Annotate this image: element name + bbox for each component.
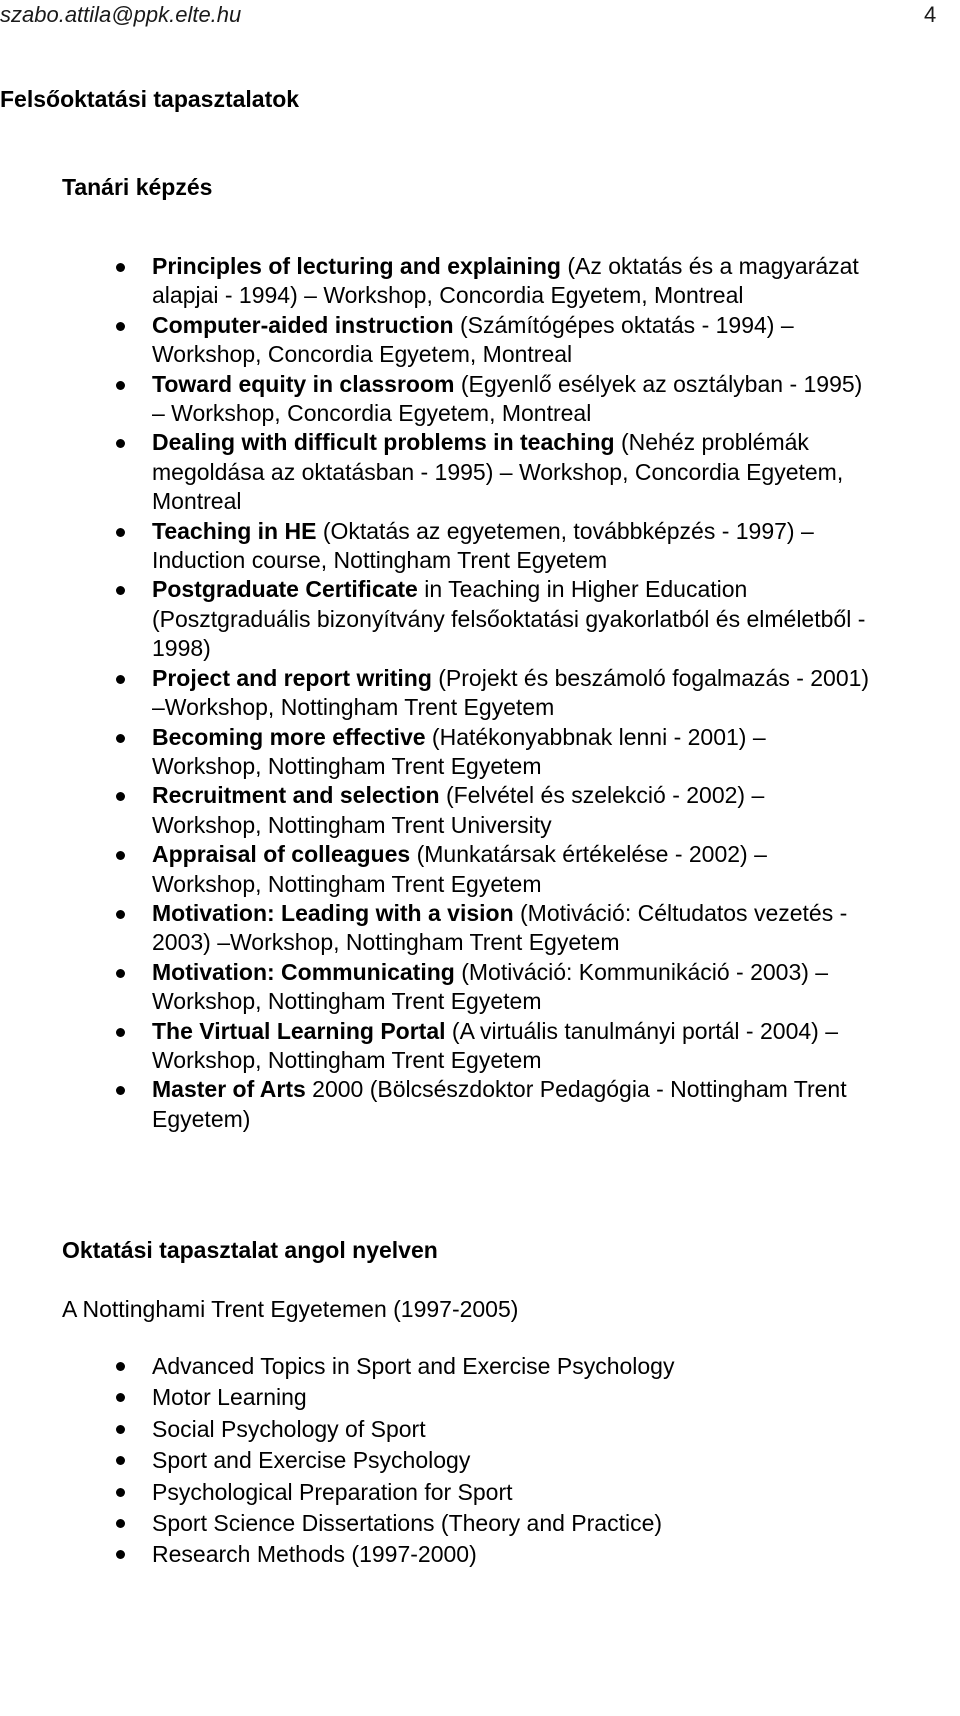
item-detail: (A virtuális tanulmányi portál - 2004) –Workshop, Nottingham Trent Egyetem (152, 1017, 838, 1073)
list-item (0, 664, 880, 723)
item-detail: (Hatékonyabbnak lenni - 2001) – Workshop, Nottingham Trent Egyetem (152, 723, 766, 779)
list-item (0, 1382, 880, 1413)
bullet-icon (116, 1425, 125, 1434)
item-detail: in Teaching in Higher Education (Posztgraduális bizonyítvány felsőoktatási gyakorlatból és elméletből - 1998) (152, 576, 866, 662)
bullet-icon (116, 1086, 125, 1095)
list-item (0, 723, 880, 782)
item-title: Principles of lecturing and explaining (152, 253, 561, 279)
bullet-icon (116, 1393, 125, 1402)
item-title: Postgraduate Certificate (152, 576, 418, 603)
training-list (0, 252, 880, 1134)
list-item (0, 311, 880, 370)
list-item (0, 1017, 880, 1076)
english-teaching-title: Oktatási tapasztalat angol nyelven (62, 1237, 438, 1263)
bullet-icon (116, 910, 125, 919)
bullet-icon (116, 1028, 125, 1037)
item-title: Recruitment and selection (152, 782, 440, 809)
list-item (0, 1477, 880, 1508)
item-detail: (Motiváció: Céltudatos vezetés - 2003) –Workshop, Nottingham Trent Egyetem (152, 899, 848, 956)
bullet-icon (116, 263, 125, 272)
bullet-icon (116, 528, 125, 537)
page-number: 4 (924, 2, 937, 27)
item-detail: (Oktatás az egyetemen, továbbképzés - 1997) – Induction course, Nottingham Trent Egyetem (152, 517, 814, 574)
course-name: Research Methods (1997-2000) (152, 1541, 477, 1568)
item-title: Master of Arts (152, 1076, 306, 1103)
item-detail: (Egyenlő esélyek az osztályban - 1995) – Workshop, Concordia Egyetem, Montreal (152, 370, 863, 427)
bullet-icon (116, 1519, 125, 1528)
item-detail: (Projekt és beszámoló fogalmazás - 2001) –Workshop, Nottingham Trent Egyetem (152, 664, 870, 721)
list-item (0, 1445, 880, 1476)
item-title: Motivation: Leading with a vision (152, 899, 514, 926)
bullet-icon (116, 1550, 125, 1559)
item-detail: (Felvétel és szelekció - 2002) – Workshop, Nottingham Trent University (152, 782, 765, 838)
header-email: szabo.attila@ppk.elte.hu (0, 2, 242, 27)
item-title: Toward equity in classroom (152, 370, 455, 397)
bullet-icon (116, 586, 125, 595)
section-title: Felsőoktatási tapasztalatok (0, 86, 300, 112)
list-item (0, 1539, 880, 1570)
bullet-icon (116, 675, 125, 684)
bullet-icon (116, 792, 125, 801)
item-title: Teaching in HE (152, 517, 317, 544)
bullet-icon (116, 734, 125, 743)
item-title: Dealing with difficult problems in teaching (152, 429, 615, 456)
item-detail: (Az oktatás és a magyarázat alapjai - 1994) – Workshop, Concordia Egyetem, Montreal (152, 253, 859, 309)
item-title: Project and report writing (152, 664, 432, 691)
item-title: Motivation: Communicating (152, 958, 455, 985)
bullet-icon (116, 1362, 125, 1371)
list-item (0, 575, 880, 663)
item-detail: 2000 (Bölcsészdoktor Pedagógia - Nottingham Trent Egyetem) (152, 1076, 847, 1132)
list-item (0, 899, 880, 958)
bullet-icon (116, 439, 125, 448)
institution-line: A Nottinghami Trent Egyetemen (1997-2005) (62, 1296, 519, 1322)
course-name: Psychological Preparation for Sport (152, 1478, 513, 1505)
list-item (0, 1075, 880, 1134)
item-detail: (Motiváció: Kommunikáció - 2003) –Workshop, Nottingham Trent Egyetem (152, 958, 829, 1015)
bullet-icon (116, 851, 125, 860)
item-title: Becoming more effective (152, 723, 426, 750)
course-name: Motor Learning (152, 1384, 307, 1411)
course-name: Sport Science Dissertations (Theory and Practice) (152, 1510, 663, 1537)
item-title: Computer-aided instruction (152, 311, 454, 338)
list-item (0, 781, 880, 840)
course-name: Advanced Topics in Sport and Exercise Psychology (152, 1353, 675, 1379)
list-item (0, 1414, 880, 1445)
bullet-icon (116, 969, 125, 978)
list-item (0, 370, 880, 429)
list-item (0, 958, 880, 1017)
course-name: Social Psychology of Sport (152, 1415, 426, 1442)
course-list (0, 1351, 880, 1571)
list-item (0, 1508, 880, 1539)
list-item (0, 428, 880, 516)
training-title: Tanári képzés (62, 174, 213, 200)
list-item (0, 252, 880, 311)
bullet-icon (116, 381, 125, 390)
list-item (0, 517, 880, 576)
list-item (0, 840, 880, 899)
course-name: Sport and Exercise Psychology (152, 1447, 471, 1474)
item-detail: (Munkatársak értékelése - 2002) – Workshop, Nottingham Trent Egyetem (152, 841, 767, 897)
item-detail: (Számítógépes oktatás - 1994) – Workshop, Concordia Egyetem, Montreal (152, 311, 794, 368)
list-item (0, 1351, 880, 1382)
item-detail: (Nehéz problémák megoldása az oktatásban - 1995) – Workshop, Concordia Egyetem, Montreal (152, 429, 844, 515)
item-title: The Virtual Learning Portal (152, 1017, 446, 1044)
bullet-icon (116, 1488, 125, 1497)
bullet-icon (116, 1456, 125, 1465)
bullet-icon (116, 322, 125, 331)
item-title: Appraisal of colleagues (152, 841, 411, 868)
